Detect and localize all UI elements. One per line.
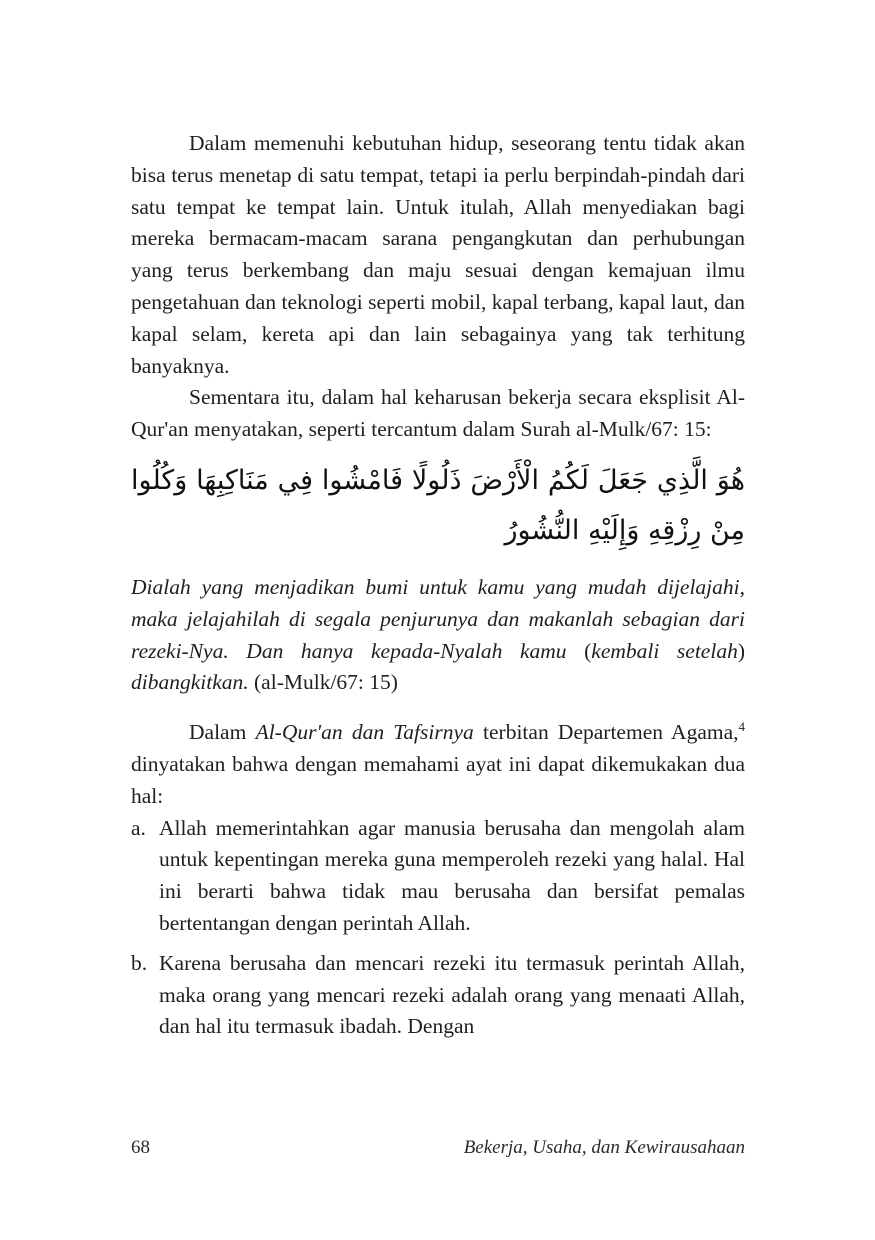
tafsir-mid: terbitan Departemen Agama, xyxy=(473,720,739,745)
translation-paren-close: ) xyxy=(737,638,745,663)
tafsir-lead: Dalam xyxy=(189,720,256,745)
list-item xyxy=(131,948,745,1043)
list-marker: b. xyxy=(131,950,148,975)
list-item-text: Karena berusaha dan mencari rezeki itu termasuk perintah Allah, maka orang yang mencari rezeki adalah orang yang menaati Allah, dan hal itu termasuk ibadah. Dengan xyxy=(159,950,745,1039)
page-footer xyxy=(131,1137,745,1165)
footnote-ref[interactable]: 4 xyxy=(738,719,746,734)
tafsir-tail: dinyatakan bahwa dengan memahami ayat ini dapat dikemukakan dua hal: xyxy=(131,751,745,808)
paragraph-tafsir xyxy=(131,717,745,812)
list-item-text: Allah memerintahkan agar manusia berusaha dan mengolah alam untuk kepentingan mereka guna memperoleh rezeki yang halal. Hal ini berarti bahwa tidak mau berusaha dan bersifat pemalas bertentangan dengan perintah Allah. xyxy=(159,815,745,935)
arabic-verse: هُوَ الَّذِي جَعَلَ لَكُمُ الْأَرْضَ ذَلُولًا فَامْشُوا فِي مَنَاكِبِهَا وَكُلُوا مِنْ رِزْقِهِ وَإِلَيْهِ النُّشُورُ xyxy=(131,464,745,546)
paragraph-quran-intro: Sementara itu, dalam hal keharusan bekerja secara eksplisit Al-Qur'an menyatakan, seperti tercantum dalam Surah al-Mulk/67: 15: xyxy=(131,385,745,442)
list-item xyxy=(131,813,745,940)
page-body xyxy=(131,128,745,1043)
page-number: 68 xyxy=(131,1137,150,1158)
verse-translation xyxy=(131,572,745,699)
points-list xyxy=(131,813,745,1044)
book-title: Al-Qur'an dan Tafsirnya xyxy=(255,720,474,745)
translation-text-c: dibangkitkan. xyxy=(131,670,249,695)
verse-reference: (al-Mulk/67: 15) xyxy=(248,670,398,695)
paragraph-intro: Dalam memenuhi kebutuhan hidup, seseorang tentu tidak akan bisa terus menetap di satu tempat, tetapi ia perlu berpindah-pindah dari satu tempat ke tempat lain. Untuk itulah, Allah menyediakan bagi mereka bermacam-macam sarana pengangkutan dan perhubungan yang terus berkembang dan maju sesuai dengan kemajuan ilmu pengetahuan dan teknologi seperti mobil, kapal terbang, kapal laut, dan kapal selam, kereta api dan lain sebagainya yang tak terhitung banyaknya. xyxy=(131,131,745,378)
translation-text-a: Dialah yang menjadikan bumi untuk kamu yang mudah dijelajahi, maka jelajahilah di segala penjurunya dan makanlah sebagian dari rezeki-Nya. Dan hanya kepada-Nyalah kamu xyxy=(131,574,745,663)
list-marker: a. xyxy=(131,815,146,840)
translation-text-b: kembali setelah xyxy=(591,638,738,663)
translation-paren-open: ( xyxy=(584,638,592,663)
running-title: Bekerja, Usaha, dan Kewirausahaan xyxy=(463,1137,745,1158)
